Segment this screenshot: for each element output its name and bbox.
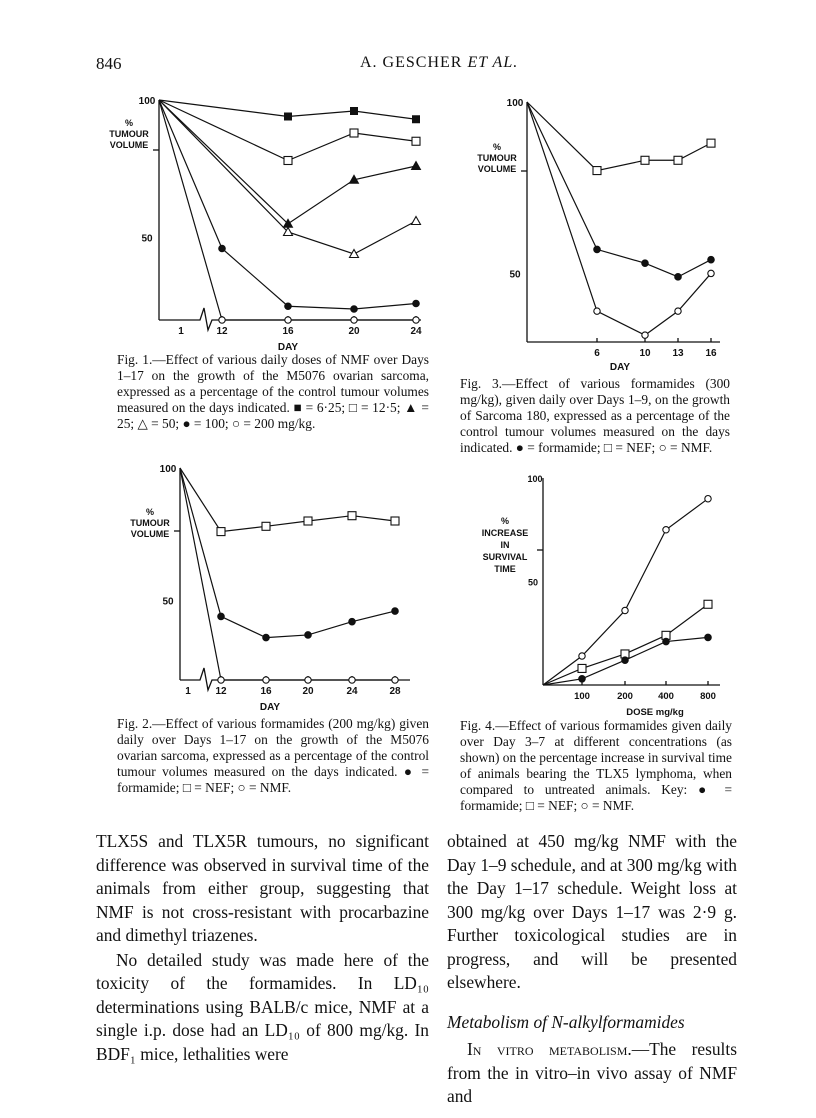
circle-filled-marker bbox=[642, 260, 649, 267]
body-paragraph: TLX5S and TLX5R tumours, no significant difference was observed in survival time of the animals from either group, suggesting that NMF is not cross-resistant with procarbazine and dimethyl triazenes. bbox=[96, 831, 429, 945]
circle-open-marker bbox=[351, 317, 357, 323]
x-tick-label: 24 bbox=[410, 326, 422, 337]
circle-open-marker bbox=[392, 677, 398, 683]
circle-open-marker bbox=[663, 527, 669, 533]
circle-filled-marker bbox=[708, 256, 715, 263]
circle-open-marker bbox=[305, 677, 311, 683]
run-in-heading: In vitro metabolism. bbox=[467, 1039, 632, 1059]
y-tick-label: 50 bbox=[162, 596, 174, 608]
circle-filled-marker bbox=[351, 306, 358, 313]
figure-3-caption: Fig. 3.—Effect of various formamides (300 mg/kg), given daily over Days 1–9, on the growth of Sarcoma 180, expressed as a percentage of the control tumour volumes measured on the days indicated. ● = formamide; □ = NEF; ○ = NMF. bbox=[460, 376, 730, 455]
y-axis-label: TUMOUR bbox=[109, 129, 149, 139]
square-open-marker bbox=[304, 517, 312, 525]
x-tick-label: 24 bbox=[346, 686, 358, 697]
series-line-NMF bbox=[180, 468, 395, 680]
y-tick-label: 100 bbox=[138, 96, 156, 107]
figure-2-chart bbox=[110, 460, 430, 715]
circle-open-marker bbox=[219, 317, 225, 323]
circle-open-marker bbox=[413, 317, 419, 323]
x-tick-label: 200 bbox=[617, 691, 633, 702]
x-tick-label: 16 bbox=[282, 326, 294, 337]
x-axis-label: DAY bbox=[277, 342, 299, 353]
circle-filled-marker bbox=[305, 632, 312, 639]
y-axis-label: TIME bbox=[494, 564, 516, 574]
circle-filled-marker bbox=[263, 634, 270, 641]
series-line-formamide bbox=[180, 468, 395, 638]
series-line-200 bbox=[159, 100, 416, 320]
circle-open-marker bbox=[705, 496, 711, 502]
y-axis-label: VOLUME bbox=[477, 164, 517, 174]
x-tick-label: 1 bbox=[178, 326, 184, 337]
circle-open-marker bbox=[349, 677, 355, 683]
page-number: 846 bbox=[96, 54, 122, 73]
square-open-marker bbox=[412, 137, 420, 145]
series-line-NEF bbox=[543, 604, 708, 685]
figure-1-chart bbox=[96, 92, 436, 352]
y-tick-label: 100 bbox=[506, 98, 524, 109]
circle-filled-marker bbox=[705, 634, 712, 641]
triangle-filled-marker bbox=[412, 162, 421, 170]
figure-4-chart bbox=[470, 470, 735, 718]
series-line-NMF bbox=[527, 102, 711, 335]
square-open-marker bbox=[674, 156, 682, 164]
circle-filled-marker bbox=[622, 657, 629, 664]
figure-4-caption: Fig. 4.—Effect of various formamides given daily over Day 3–7 at different concentrations (as shown) on the percentage increase in survival time of animals bearing the TLX5 lymphoma, when compared to untreated animals. Key: ● = formamide; □ = NEF; ○ = NMF. bbox=[460, 718, 732, 813]
body-right-column bbox=[447, 830, 737, 1109]
square-open-marker bbox=[391, 517, 399, 525]
y-tick-label: 100 bbox=[159, 464, 177, 475]
circle-open-marker bbox=[218, 677, 224, 683]
square-filled-marker bbox=[413, 116, 420, 123]
body-left-column bbox=[96, 830, 429, 1066]
circle-filled-marker bbox=[579, 675, 586, 682]
circle-filled-marker bbox=[392, 608, 399, 615]
circle-open-marker bbox=[708, 270, 714, 276]
x-axis-label: DAY bbox=[609, 362, 631, 373]
circle-filled-marker bbox=[218, 613, 225, 620]
triangle-open-marker bbox=[412, 217, 421, 225]
square-open-marker bbox=[217, 528, 225, 536]
y-tick-label: 100 bbox=[527, 474, 543, 484]
body-paragraph bbox=[447, 1038, 737, 1109]
body-paragraph: No detailed study was made here of the toxicity of the formamides. In LD₁₀ determinations using BALB/c mice, NMF at a single i.p. dose had an LD₁₀ of 800 mg/kg. In BDF₁ mice, lethalities were bbox=[96, 949, 429, 1064]
circle-open-marker bbox=[594, 308, 600, 314]
y-axis-label: TUMOUR bbox=[130, 518, 170, 528]
circle-filled-marker bbox=[219, 245, 226, 252]
circle-filled-marker bbox=[675, 274, 682, 281]
x-tick-label: 6 bbox=[594, 348, 600, 359]
y-axis-label: TUMOUR bbox=[477, 153, 517, 163]
x-tick-label: 800 bbox=[700, 691, 716, 702]
y-axis-label: % bbox=[492, 142, 502, 152]
figure-1-caption: Fig. 1.—Effect of various daily doses of NMF over Days 1–17 on the growth of the M5076 ovarian sarcoma, expressed as a percentage of the control tumour volumes measured on the days indicated. ■ = 6·25; □ = 12·5; ▲ = 25; △ = 50; ● = 100; ○ = 200 mg/kg. bbox=[117, 352, 429, 431]
circle-open-marker bbox=[579, 653, 585, 659]
x-tick-label: 1 bbox=[185, 686, 191, 697]
x-tick-label: 100 bbox=[574, 691, 590, 702]
y-axis-label: VOLUME bbox=[130, 529, 170, 539]
square-filled-marker bbox=[285, 113, 292, 120]
square-open-marker bbox=[641, 156, 649, 164]
y-tick-label: 50 bbox=[141, 233, 153, 245]
figure-3-chart bbox=[470, 92, 730, 374]
y-axis-label: % bbox=[500, 516, 510, 526]
square-open-marker bbox=[707, 139, 715, 147]
circle-filled-marker bbox=[349, 618, 356, 625]
square-filled-marker bbox=[351, 108, 358, 115]
y-axis-label: % bbox=[145, 507, 155, 517]
figure-2-caption: Fig. 2.—Effect of various formamides (200 mg/kg) given daily over Days 1–17 on the growth of the M5076 ovarian sarcoma, expressed as a percentage of the control tumour volumes measured on the days indicated. ● = formamide; □ = NEF; ○ = NMF. bbox=[117, 716, 429, 795]
series-line-100 bbox=[159, 100, 416, 309]
square-open-marker bbox=[284, 157, 292, 165]
y-axis-label: IN bbox=[500, 540, 510, 550]
x-tick-label: 12 bbox=[215, 686, 227, 697]
x-axis-label: DAY bbox=[259, 702, 281, 713]
circle-filled-marker bbox=[413, 300, 420, 307]
square-open-marker bbox=[704, 600, 712, 608]
square-open-marker bbox=[262, 522, 270, 530]
circle-open-marker bbox=[285, 317, 291, 323]
circle-filled-marker bbox=[663, 638, 670, 645]
series-line-NEF bbox=[180, 468, 395, 532]
circle-filled-marker bbox=[594, 246, 601, 253]
x-tick-label: 20 bbox=[348, 326, 360, 337]
y-tick-label: 50 bbox=[509, 269, 521, 281]
x-tick-label: 20 bbox=[302, 686, 314, 697]
section-heading: Metabolism of N-alkylformamides bbox=[447, 1011, 685, 1032]
y-axis-label: INCREASE bbox=[481, 528, 529, 538]
running-head-etal: ET AL. bbox=[467, 54, 519, 71]
y-axis-label: VOLUME bbox=[109, 140, 149, 150]
x-tick-label: 16 bbox=[705, 348, 717, 359]
x-tick-label: 10 bbox=[639, 348, 651, 359]
y-axis-label: % bbox=[124, 118, 134, 128]
square-open-marker bbox=[578, 664, 586, 672]
circle-open-marker bbox=[622, 607, 628, 613]
x-tick-label: 12 bbox=[216, 326, 228, 337]
circle-open-marker bbox=[675, 308, 681, 314]
running-head bbox=[360, 54, 518, 72]
circle-filled-marker bbox=[285, 303, 292, 310]
series-line-12·5 bbox=[159, 100, 416, 161]
circle-open-marker bbox=[642, 332, 648, 338]
x-tick-label: 28 bbox=[389, 686, 401, 697]
y-tick-label: 50 bbox=[527, 577, 539, 588]
x-tick-label: 400 bbox=[658, 691, 674, 702]
x-tick-label: 16 bbox=[260, 686, 272, 697]
square-open-marker bbox=[348, 512, 356, 520]
body-paragraph-text: —The results from the in vitro–in vivo assay of NMF and bbox=[447, 1039, 737, 1106]
x-axis-label: DOSE mg/kg bbox=[626, 707, 684, 718]
body-paragraph: obtained at 450 mg/kg NMF with the Day 1–9 schedule, and at 300 mg/kg with the Day 1–17 schedule. Weight loss at 300 mg/kg over Days 1–17 was 2·9 g. Further toxicological studies are in progress, and will be presented elsewhere. bbox=[447, 831, 737, 992]
x-tick-label: 13 bbox=[672, 348, 684, 359]
running-head-author: A. GESCHER bbox=[360, 54, 463, 71]
y-axis-label: SURVIVAL bbox=[482, 552, 528, 562]
circle-open-marker bbox=[263, 677, 269, 683]
square-open-marker bbox=[593, 167, 601, 175]
square-open-marker bbox=[350, 129, 358, 137]
